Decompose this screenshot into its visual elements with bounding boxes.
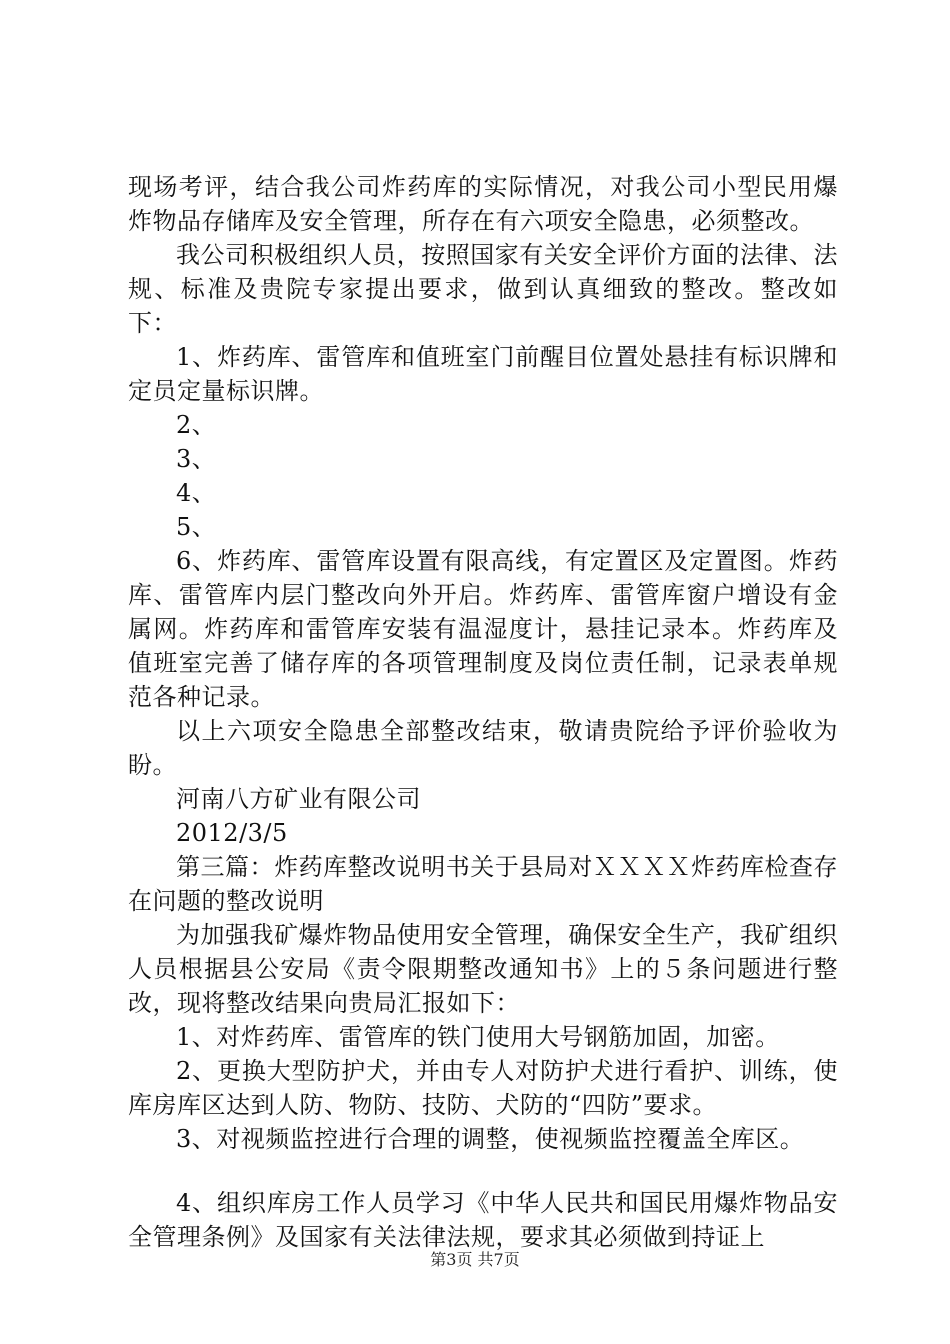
signature-date: 2012/3/5 — [176, 819, 288, 847]
list-item-4: 4、 — [176, 479, 217, 507]
list-item-1: 1、炸药库、雷管库和值班室门前醒目位置处悬挂有标识牌和定员定量标识牌。 — [128, 343, 838, 405]
page-number-label: 第3页 共7页 — [430, 1250, 520, 1269]
document-body — [128, 170, 838, 1254]
paragraph-conclusion: 以上六项安全隐患全部整改结束，敬请贵院给予评价验收为盼。 — [128, 717, 838, 779]
list-item-part-three-2: 2、更换大型防护犬，并由专人对防护犬进行看护、训练，使库房库区达到人防、物防、技防、犬防的“四防”要求。 — [128, 1057, 838, 1119]
page-footer — [0, 1247, 950, 1270]
list-item-part-three-4: 4、组织库房工作人员学习《中华人民共和国民用爆炸物品安全管理条例》及国家有关法律法规，要求其必须做到持证上 — [128, 1189, 838, 1251]
list-item-2: 2、 — [176, 411, 217, 439]
list-item-5: 5、 — [176, 513, 217, 541]
list-item-part-three-1: 1、对炸药库、雷管库的铁门使用大号钢筋加固，加密。 — [176, 1023, 780, 1051]
list-item-3: 3、 — [176, 445, 217, 473]
company-signature: 河南八方矿业有限公司 — [176, 785, 421, 813]
paragraph-part-three-intro: 为加强我矿爆炸物品使用安全管理，确保安全生产，我矿组织人员根据县公安局《责令限期整改通知书》上的５条问题进行整改，现将整改结果向贵局汇报如下： — [128, 921, 838, 1017]
paragraph-intro: 现场考评，结合我公司炸药库的实际情况，对我公司小型民用爆炸物品存储库及安全管理，所存在有六项安全隐患，必须整改。 — [128, 173, 838, 235]
paragraph-rectification-intro: 我公司积极组织人员，按照国家有关安全评价方面的法律、法规、标准及贵院专家提出要求，做到认真细致的整改。整改如下： — [128, 241, 838, 337]
list-item-6: 6、炸药库、雷管库设置有限高线，有定置区及定置图。炸药库、雷管库内层门整改向外开启。炸药库、雷管库窗户增设有金属网。炸药库和雷管库安装有温湿度计，悬挂记录本。炸药库及值班室完善了储存库的各项管理制度及岗位责任制，记录表单规范各种记录。 — [128, 547, 838, 711]
list-item-part-three-3: 3、对视频监控进行合理的调整，使视频监控覆盖全库区。 — [176, 1125, 805, 1153]
section-heading-part-three: 第三篇：炸药库整改说明书关于县局对ＸＸＸＸ炸药库检查存在问题的整改说明 — [128, 853, 838, 915]
